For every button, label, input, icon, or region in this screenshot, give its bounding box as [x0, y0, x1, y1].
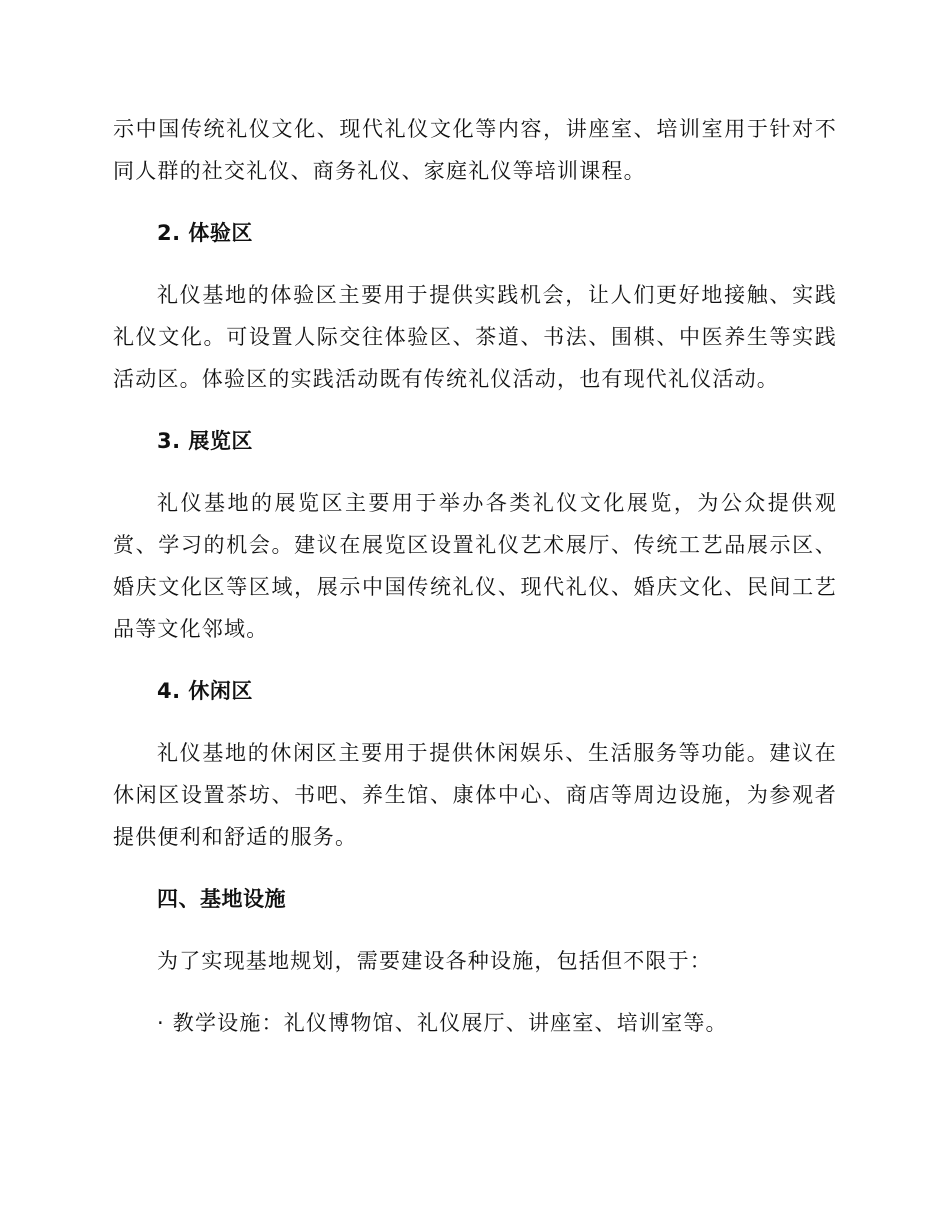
section-heading-leisure-area: 4. 休闲区: [157, 679, 253, 703]
section-body-experience-area: 礼仪基地的体验区主要用于提供实践机会，让人们更好地接触、实践礼仪文化。可设置人际交往体验区、茶道、书法、围棋、中医养生等实践活动区。体验区的实践活动既有传统礼仪活动，也有现代礼仪活动。: [113, 283, 837, 391]
facilities-heading: 四、基地设施: [157, 887, 286, 911]
section-heading-exhibition-area: 3. 展览区: [157, 429, 253, 453]
facilities-intro-paragraph: 为了实现基地规划，需要建设各种设施，包括但不限于：: [157, 949, 712, 973]
section-body-leisure-area: 礼仪基地的休闲区主要用于提供休闲娱乐、生活服务等功能。建议在休闲区设置茶坊、书吧、养生馆、康体中心、商店等周边设施，为参观者提供便利和舒适的服务。: [113, 741, 837, 849]
document-page: [113, 108, 837, 1044]
section-heading-experience-area: 2. 体验区: [157, 221, 253, 245]
intro-continuation-paragraph: 示中国传统礼仪文化、现代礼仪文化等内容，讲座室、培训室用于针对不同人群的社交礼仪、商务礼仪、家庭礼仪等培训课程。: [113, 117, 837, 183]
facilities-list-item: · 教学设施：礼仪博物馆、礼仪展厅、讲座室、培训室等。: [157, 1011, 728, 1035]
section-body-exhibition-area: 礼仪基地的展览区主要用于举办各类礼仪文化展览，为公众提供观赏、学习的机会。建议在展览区设置礼仪艺术展厅、传统工艺品展示区、婚庆文化区等区域，展示中国传统礼仪、现代礼仪、婚庆文化、民间工艺品等文化邻域。: [113, 491, 837, 641]
